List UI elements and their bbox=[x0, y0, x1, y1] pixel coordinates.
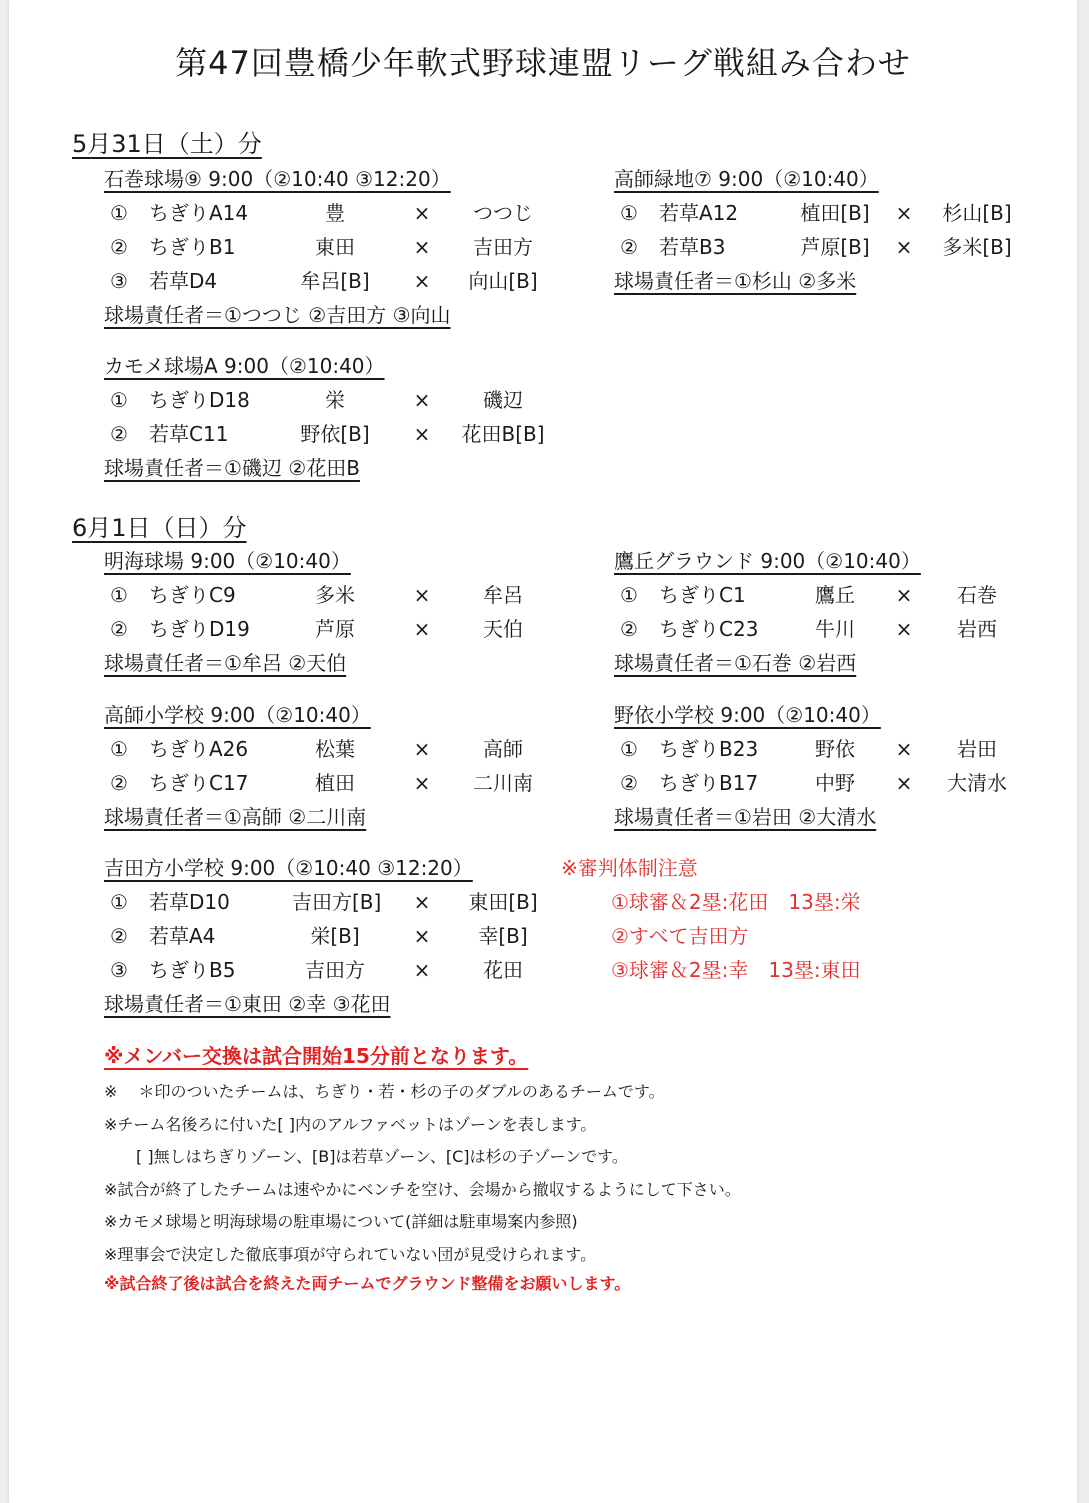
match-row bbox=[104, 417, 545, 451]
game-category: ちぎりB17 bbox=[659, 771, 759, 795]
home-team: 鷹丘 bbox=[815, 583, 855, 607]
versus-mark: × bbox=[895, 737, 913, 761]
game-category: ちぎりD19 bbox=[149, 617, 250, 641]
match-row bbox=[614, 230, 1012, 264]
home-team: 吉田方[B] bbox=[292, 890, 382, 914]
away-team: 東田[B] bbox=[468, 890, 538, 914]
game-number: ② bbox=[110, 422, 128, 446]
away-team: 岩西 bbox=[957, 617, 997, 641]
game-number: ③ bbox=[110, 269, 128, 293]
away-team: 天伯 bbox=[483, 617, 523, 641]
away-team: 石巻 bbox=[957, 583, 997, 607]
home-team: 牛川 bbox=[815, 617, 855, 641]
home-team: 多米 bbox=[315, 583, 355, 607]
match-row bbox=[614, 196, 1012, 230]
member-exchange-notice: ※メンバー交換は試合開始15分前となります。 bbox=[104, 1044, 529, 1068]
umpire-caution-title: ※審判体制注意 bbox=[561, 856, 698, 880]
match-row bbox=[104, 264, 538, 298]
match-row bbox=[104, 612, 523, 646]
home-team: 吉田方 bbox=[305, 958, 365, 982]
versus-mark: × bbox=[413, 388, 431, 412]
match-row bbox=[104, 230, 533, 264]
field-manager: 球場責任者＝①牟呂 ②天伯 bbox=[104, 651, 347, 675]
home-team: 豊 bbox=[325, 201, 345, 225]
game-number: ② bbox=[110, 771, 128, 795]
versus-mark: × bbox=[413, 771, 431, 795]
umpire-caution-line: ①球審＆2塁:花田 13塁:栄 bbox=[611, 890, 861, 914]
venue-block bbox=[104, 162, 538, 332]
game-category: 若草B3 bbox=[659, 235, 726, 259]
home-team: 栄 bbox=[325, 388, 345, 412]
home-team: 松葉 bbox=[315, 737, 355, 761]
venue-block bbox=[614, 698, 1007, 834]
match-row bbox=[104, 953, 523, 987]
game-number: ③ bbox=[110, 958, 128, 982]
versus-mark: × bbox=[413, 269, 431, 293]
match-row bbox=[104, 766, 533, 800]
home-team: 栄[B] bbox=[310, 924, 360, 948]
game-category: ちぎりC9 bbox=[149, 583, 236, 607]
venue-block bbox=[104, 349, 545, 485]
game-category: ちぎりB5 bbox=[149, 958, 236, 982]
versus-mark: × bbox=[413, 890, 431, 914]
match-row bbox=[614, 766, 1007, 800]
game-number: ① bbox=[110, 201, 128, 225]
game-number: ② bbox=[110, 617, 128, 641]
game-number: ① bbox=[110, 388, 128, 412]
venue-block bbox=[104, 544, 523, 680]
away-team: 牟呂 bbox=[483, 583, 523, 607]
match-row bbox=[614, 732, 997, 766]
venue-name: カモメ球場A 9:00（②10:40） bbox=[104, 354, 385, 378]
game-number: ① bbox=[110, 737, 128, 761]
match-row bbox=[614, 578, 997, 612]
umpire-caution-line: ③球審＆2塁:幸 13塁:東田 bbox=[611, 958, 861, 982]
venue-block bbox=[104, 698, 533, 834]
versus-mark: × bbox=[413, 958, 431, 982]
game-number: ① bbox=[110, 890, 128, 914]
game-category: ちぎりD18 bbox=[149, 388, 250, 412]
home-team: 牟呂[B] bbox=[300, 269, 370, 293]
versus-mark: × bbox=[413, 924, 431, 948]
match-row bbox=[104, 919, 528, 953]
home-team: 芦原 bbox=[315, 617, 355, 641]
game-number: ① bbox=[110, 583, 128, 607]
ground-maintenance-note: ※試合終了後は試合を終えた両チームでグラウンド整備をお願いします。 bbox=[104, 1274, 631, 1293]
away-team: 幸[B] bbox=[478, 924, 528, 948]
versus-mark: × bbox=[895, 235, 913, 259]
venue-block bbox=[614, 162, 1012, 298]
versus-mark: × bbox=[413, 422, 431, 446]
versus-mark: × bbox=[413, 583, 431, 607]
match-row bbox=[104, 885, 538, 919]
game-number: ② bbox=[620, 617, 638, 641]
game-number: ② bbox=[110, 235, 128, 259]
versus-mark: × bbox=[413, 737, 431, 761]
date-heading-day1: 5月31日（土）分 bbox=[72, 130, 262, 158]
umpire-caution bbox=[561, 851, 861, 987]
versus-mark: × bbox=[895, 617, 913, 641]
field-manager: 球場責任者＝①石巻 ②岩西 bbox=[614, 651, 857, 675]
game-category: 若草A4 bbox=[149, 924, 216, 948]
home-team: 植田 bbox=[315, 771, 355, 795]
venue-name: 鷹丘グラウンド 9:00（②10:40） bbox=[614, 549, 921, 573]
match-row bbox=[104, 578, 523, 612]
game-category: ちぎりB1 bbox=[149, 235, 236, 259]
note-line: ※試合が終了したチームは速やかにベンチを空け、会場から撤収するようにして下さい。 bbox=[104, 1179, 741, 1199]
note-line: ※チーム名後ろに付いた[ ]内のアルファベットはゾーンを表します。 bbox=[104, 1114, 597, 1134]
date-heading-day2: 6月1日（日）分 bbox=[72, 514, 247, 542]
game-category: ちぎりC23 bbox=[659, 617, 759, 641]
home-team: 野依[B] bbox=[300, 422, 370, 446]
venue-name: 高師小学校 9:00（②10:40） bbox=[104, 703, 371, 727]
game-category: ちぎりB23 bbox=[659, 737, 759, 761]
away-team: 吉田方 bbox=[473, 235, 533, 259]
versus-mark: × bbox=[413, 201, 431, 225]
venue-name: 石巻球場⑨ 9:00（②10:40 ③12:20） bbox=[104, 167, 451, 191]
away-team: 花田 bbox=[483, 958, 523, 982]
field-manager: 球場責任者＝①岩田 ②大清水 bbox=[614, 805, 877, 829]
note-line: ※カモメ球場と明海球場の駐車場について(詳細は駐車場案内参照) bbox=[104, 1212, 578, 1231]
field-manager: 球場責任者＝①つつじ ②吉田方 ③向山 bbox=[104, 303, 451, 327]
game-category: ちぎりC1 bbox=[659, 583, 746, 607]
venue-name: 野依小学校 9:00（②10:40） bbox=[614, 703, 881, 727]
versus-mark: × bbox=[895, 201, 913, 225]
away-team: 向山[B] bbox=[468, 269, 538, 293]
venue-name: 吉田方小学校 9:00（②10:40 ③12:20） bbox=[104, 856, 473, 880]
game-number: ② bbox=[110, 924, 128, 948]
away-team: 杉山[B] bbox=[942, 201, 1012, 225]
game-category: 若草D4 bbox=[149, 269, 218, 293]
game-category: 若草A12 bbox=[659, 201, 739, 225]
home-team: 芦原[B] bbox=[800, 235, 870, 259]
venue-block bbox=[104, 851, 538, 1021]
away-team: 多米[B] bbox=[942, 235, 1012, 259]
game-number: ① bbox=[620, 583, 638, 607]
game-number: ① bbox=[620, 737, 638, 761]
field-manager: 球場責任者＝①杉山 ②多米 bbox=[614, 269, 857, 293]
away-team: 岩田 bbox=[957, 737, 997, 761]
venue-name: 高師緑地⑦ 9:00（②10:40） bbox=[614, 167, 879, 191]
game-number: ② bbox=[620, 771, 638, 795]
home-team: 野依 bbox=[815, 737, 855, 761]
away-team: 二川南 bbox=[473, 771, 533, 795]
note-line: ※理事会で決定した徹底事項が守られていない団が見受けられます。 bbox=[104, 1244, 597, 1264]
game-category: ちぎりA14 bbox=[149, 201, 249, 225]
away-team: 大清水 bbox=[947, 771, 1007, 795]
game-number: ② bbox=[620, 235, 638, 259]
away-team: 高師 bbox=[483, 737, 523, 761]
game-category: ちぎりC17 bbox=[149, 771, 249, 795]
away-team: 花田B[B] bbox=[461, 422, 545, 446]
home-team: 東田 bbox=[315, 235, 355, 259]
versus-mark: × bbox=[895, 583, 913, 607]
note-line: [ ]無しはちぎりゾーン、[B]は若草ゾーン、[C]は杉の子ゾーンです。 bbox=[104, 1147, 628, 1166]
umpire-caution-line: ②すべて吉田方 bbox=[611, 924, 749, 948]
home-team: 中野 bbox=[815, 771, 855, 795]
note-line: ※ ＊印のついたチームは、ちぎり・若・杉の子のダブルのあるチームです。 bbox=[104, 1082, 665, 1101]
versus-mark: × bbox=[895, 771, 913, 795]
match-row bbox=[614, 612, 997, 646]
home-team: 植田[B] bbox=[800, 201, 870, 225]
document-page bbox=[9, 0, 1077, 1503]
game-number: ① bbox=[620, 201, 638, 225]
match-row bbox=[104, 383, 523, 417]
versus-mark: × bbox=[413, 617, 431, 641]
away-team: つつじ bbox=[473, 201, 533, 225]
notes-list bbox=[104, 1076, 741, 1297]
venue-name: 明海球場 9:00（②10:40） bbox=[104, 549, 351, 573]
match-row bbox=[104, 732, 523, 766]
match-row bbox=[104, 196, 533, 230]
game-category: 若草D10 bbox=[149, 890, 230, 914]
field-manager: 球場責任者＝①高師 ②二川南 bbox=[104, 805, 367, 829]
field-manager: 球場責任者＝①東田 ②幸 ③花田 bbox=[104, 992, 391, 1016]
game-category: ちぎりA26 bbox=[149, 737, 249, 761]
venue-block bbox=[614, 544, 997, 680]
versus-mark: × bbox=[413, 235, 431, 259]
page-title: 第47回豊橋少年軟式野球連盟リーグ戦組み合わせ bbox=[175, 44, 911, 82]
game-category: 若草C11 bbox=[149, 422, 229, 446]
field-manager: 球場責任者＝①磯辺 ②花田B bbox=[104, 456, 360, 480]
away-team: 磯辺 bbox=[483, 388, 523, 412]
